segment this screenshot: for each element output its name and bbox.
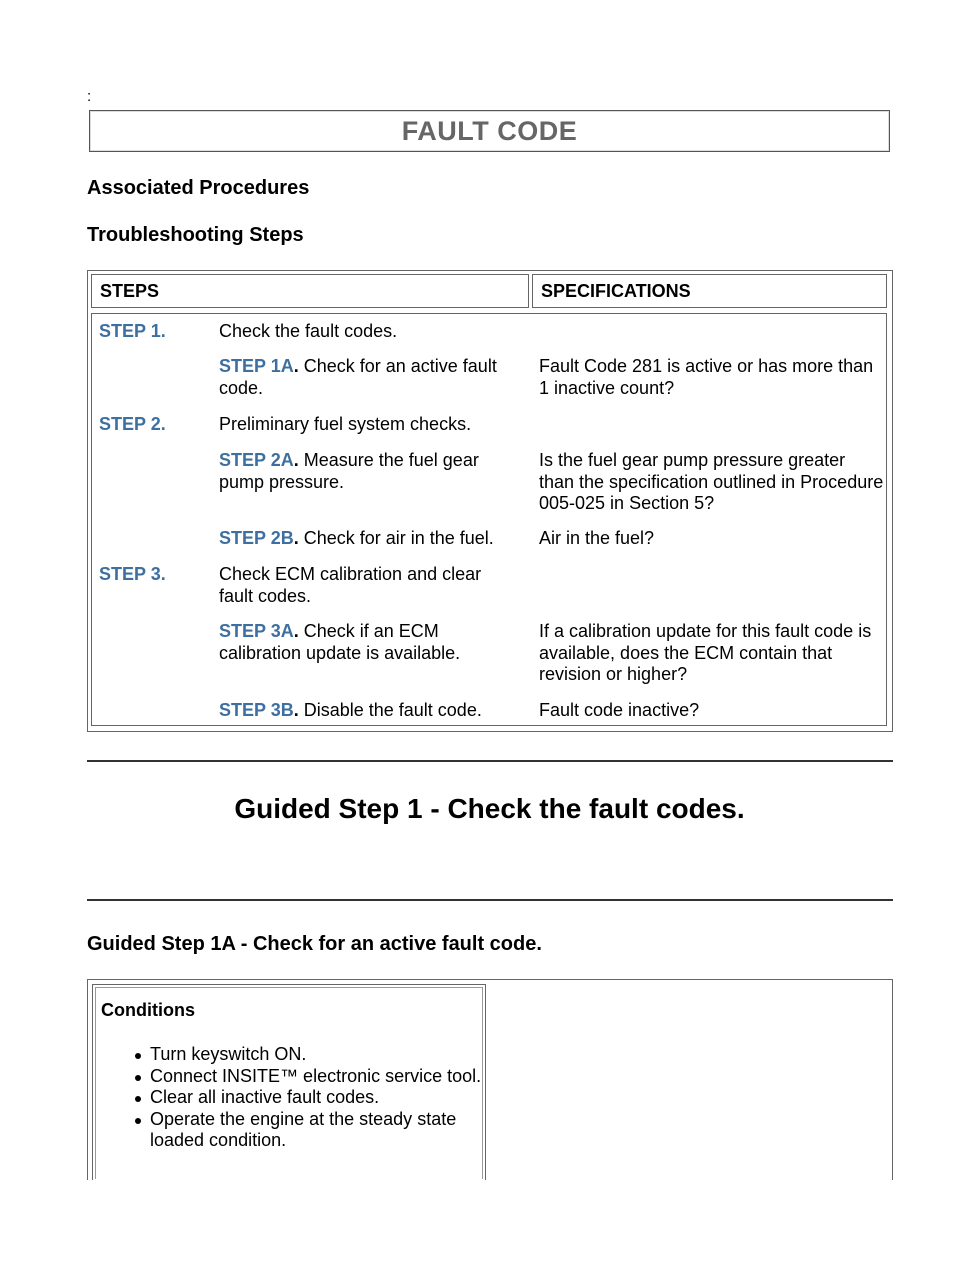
step-2a-label[interactable]: STEP 2A — [219, 450, 294, 470]
step-3a-description: Check if an ECM calibration update is available. — [219, 621, 461, 663]
step-1-label: STEP 1. — [99, 321, 166, 341]
step-1a-spec: Fault Code 281 is active or has more than 1 inactive count? — [539, 356, 874, 398]
list-item: Operate the engine at the steady state loaded condition. — [105, 1109, 485, 1152]
step-2b-label[interactable]: STEP 2B — [219, 528, 294, 548]
troubleshooting-steps-heading: Troubleshooting Steps — [87, 224, 304, 246]
step-1a-label[interactable]: STEP 1A — [219, 356, 294, 376]
step-2a-description: Measure the fuel gear pump pressure. — [219, 450, 479, 492]
step-2b-description: Check for air in the fuel. — [298, 528, 494, 548]
leading-colon: : — [87, 88, 92, 105]
step-1a-row: STEP 1A. Check for an active fault code. — [219, 356, 497, 398]
page-title: FAULT CODE — [401, 115, 578, 146]
step-2a-row: STEP 2A. Measure the fuel gear pump pressure. — [219, 450, 479, 492]
step-3a-row: STEP 3A. Check if an ECM calibration update is available. — [219, 621, 461, 663]
section-divider — [87, 899, 893, 901]
step-2b-row: STEP 2B. Check for air in the fuel. — [219, 528, 494, 548]
fault-code-title-box — [89, 110, 890, 152]
step-1a-description: Check for an active fault code. — [219, 356, 497, 398]
conditions-title: Conditions — [101, 1000, 195, 1020]
step-3a-spec: If a calibration update for this fault code is available, does the ECM contain that revision or higher? — [539, 621, 872, 684]
conditions-list — [105, 1044, 485, 1152]
section-divider — [87, 760, 893, 762]
table-body — [91, 313, 887, 726]
troubleshooting-table — [87, 270, 893, 732]
list-item: Clear all inactive fault codes. — [105, 1087, 485, 1109]
conditions-cell-inner — [95, 987, 483, 1179]
conditions-table — [87, 979, 893, 1180]
associated-procedures-heading: Associated Procedures — [87, 177, 310, 199]
conditions-cell — [92, 984, 486, 1180]
list-item: Turn keyswitch ON. — [105, 1044, 485, 1066]
steps-column-header: STEPS — [91, 274, 529, 308]
step-3b-description: Disable the fault code. — [298, 700, 482, 720]
step-2a-spec: Is the fuel gear pump pressure greater than the specification outlined in Procedure 005-025 in Section 5? — [539, 450, 884, 513]
step-3a-label[interactable]: STEP 3A — [219, 621, 294, 641]
guided-step-1-heading: Guided Step 1 - Check the fault codes. — [234, 793, 745, 824]
step-2-label: STEP 2. — [99, 414, 166, 434]
step-3-description: Check ECM calibration and clear fault codes. — [219, 564, 482, 606]
guided-step-1a-heading: Guided Step 1A - Check for an active fault code. — [87, 933, 542, 955]
list-item: Connect INSITE™ electronic service tool. — [105, 1066, 485, 1088]
specifications-column-header: SPECIFICATIONS — [532, 274, 887, 308]
step-3b-row: STEP 3B. Disable the fault code. — [219, 700, 482, 720]
step-2b-spec: Air in the fuel? — [539, 528, 655, 548]
step-3b-label[interactable]: STEP 3B — [219, 700, 294, 720]
step-3b-spec: Fault code inactive? — [539, 700, 700, 720]
step-3-label: STEP 3. — [99, 564, 166, 584]
step-1-description: Check the fault codes. — [219, 321, 398, 341]
step-2-description: Preliminary fuel system checks. — [219, 414, 472, 434]
